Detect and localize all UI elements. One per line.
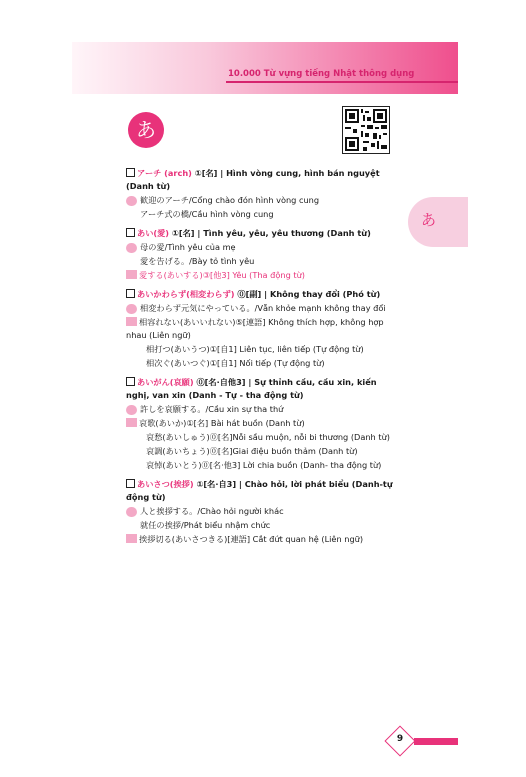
related-marker-icon [126,418,137,427]
sub-word: 哀調(あいちょう)⓪[名]Giai điệu buồn thảm (Danh từ) [146,446,358,456]
example: 愛を告げる。/Bày tỏ tình yêu [140,256,255,266]
section-side-tab [408,197,468,247]
entry-aikawarazu: あいかわらず(相変わらず) ⓪[副] | Không thay đổi (Phó từ) 相変わらず元気にやっている。/Vẫn khỏe mạnh không thay đổi 相容れない(あいいれない)⑤[連語] Không thích hợp, không hợp nhau (Liên ngữ) 相打つ(あいうつ)①[自1] Liên tục, liên tiếp (Tự động từ) 相次ぐ(あいつぐ)①[自1] Nối tiếp (Tự động từ) [126,289,386,368]
related-marker-icon [126,534,137,543]
entry-meaning: Sự thỉnh cầu, cầu xin, kiến nghị, van xin (Danh - Tự - tha động từ) [126,377,377,400]
entry-ai: あい(愛) ①[名] | Tình yêu, yêu, yêu thương (Danh từ) 母の愛/Tình yêu của mẹ 愛を告げる。/Bày tỏ tình yêu 愛する(あいする)③[他3] Yêu (Tha động từ) [126,227,402,282]
example: 相変わらず元気にやっている。/Vẫn khỏe mạnh không thay đổi [140,303,386,313]
checkbox-icon [126,289,135,298]
related-word: 挨拶切る(あいさつきる)[連語] Cắt đứt quan hệ (Liên ngữ) [139,534,364,544]
checkbox-icon [126,479,135,488]
checkbox-icon [126,168,135,177]
entry-tag: ①[名] [194,168,218,178]
entry-tag: ⓪[名·自他3] [196,377,246,387]
example: 就任の挨拶/Phát biểu nhậm chức [140,520,271,530]
example: 歓迎のアーチ/Cổng chào đón hình vòng cung [140,195,320,205]
related-word: 哀歌(あいか)①[名] Bài hát buồn (Danh từ) [139,418,305,428]
entry-arch: アーチ (arch) ①[名] | Hình vòng cung, hình bán nguyệt (Danh từ) 歓迎のアーチ/Cổng chào đón hình vòng cung アーチ式の橋/Cầu hình vòng cung [126,168,380,219]
entry-tag: ①[名] [171,228,195,238]
example-marker-icon [126,405,137,415]
checkbox-icon [126,228,135,237]
header-band [72,42,458,94]
dictionary-content [126,166,402,552]
sub-word: 相次ぐ(あいつぐ)①[自1] Nối tiếp (Tự động từ) [146,358,325,368]
example-marker-icon [126,304,137,314]
entry-aisatsu: あいさつ(挨拶) ①[名·自3] | Chào hỏi, lời phát biểu (Danh-tự động từ) 人と挨拶する。/Chào hỏi người khác 就任の挨拶/Phát biểu nhậm chức 挨拶切る(あいさつきる)[連語] Cắt đứt quan hệ (Liên ngữ) [126,479,393,544]
entry-meaning: Không thay đổi (Phó từ) [269,289,381,299]
related-marker-icon [126,317,137,326]
example: アーチ式の橋/Cầu hình vòng cung [140,209,274,219]
checkbox-icon [126,377,135,386]
entry-head: あいがん(哀願) [137,377,194,387]
example-marker-icon [126,507,137,517]
qr-code-icon [342,106,390,154]
example: 母の愛/Tình yêu của mẹ [140,242,236,252]
example: 許しを哀願する。/Cầu xin sự tha thứ [140,404,284,414]
entry-meaning: Tình yêu, yêu, yêu thương (Danh từ) [203,228,371,238]
example-marker-icon [126,196,137,206]
entry-meaning: Hình vòng cung, hình bán nguyệt (Danh từ) [126,168,380,191]
example-marker-icon [126,243,137,253]
sub-word: 哀悼(あいとう)⓪[名·他3] Lời chia buồn (Danh- tha động từ) [146,460,382,470]
entry-head: アーチ (arch) [137,168,192,178]
related-word: 相容れない(あいいれない)⑤[連語] Không thích hợp, không hợp nhau (Liên ngữ) [126,317,384,340]
header-rule [226,81,458,83]
example: 人と挨拶する。/Chào hỏi người khác [140,506,284,516]
entry-head: あい(愛) [137,228,170,238]
section-kana-badge: あ [128,112,164,148]
related-word: 愛する(あいする)③[他3] Yêu (Tha động từ) [139,270,305,280]
sub-word: 相打つ(あいうつ)①[自1] Liên tục, liên tiếp (Tự động từ) [146,344,364,354]
book-title: 10.000 Từ vựng tiếng Nhật thông dụng [228,69,415,79]
related-marker-icon [126,270,137,279]
side-tab-kana: あ [421,211,437,229]
page-footer-bar [414,738,458,745]
entry-tag: ①[名·自3] [196,479,237,489]
entry-tag: ⓪[副] [237,289,262,299]
entry-aigan: あいがん(哀願) ⓪[名·自他3] | Sự thỉnh cầu, cầu xin, kiến nghị, van xin (Danh - Tự - tha động từ) 許しを哀願する。/Cầu xin sự tha thứ 哀歌(あいか)①[名] Bài hát buồn (Danh từ) 哀愁(あいしゅう)⓪[名]Nỗi sầu muộn, nỗi bi thương (Danh từ) 哀調(あいちょう)⓪[名]Giai điệu buồn thảm (Danh từ) 哀悼(あいとう)⓪[名·他3] Lời chia buồn (Danh- tha động từ) [126,377,390,470]
page-number: 9 [396,734,404,744]
entry-meaning: Chào hỏi, lời phát biểu (Danh-tự động từ) [126,479,393,502]
sub-word: 哀愁(あいしゅう)⓪[名]Nỗi sầu muộn, nỗi bi thương (Danh từ) [146,432,390,442]
entry-head: あいかわらず(相変わらず) [137,289,235,299]
entry-head: あいさつ(挨拶) [137,479,194,489]
